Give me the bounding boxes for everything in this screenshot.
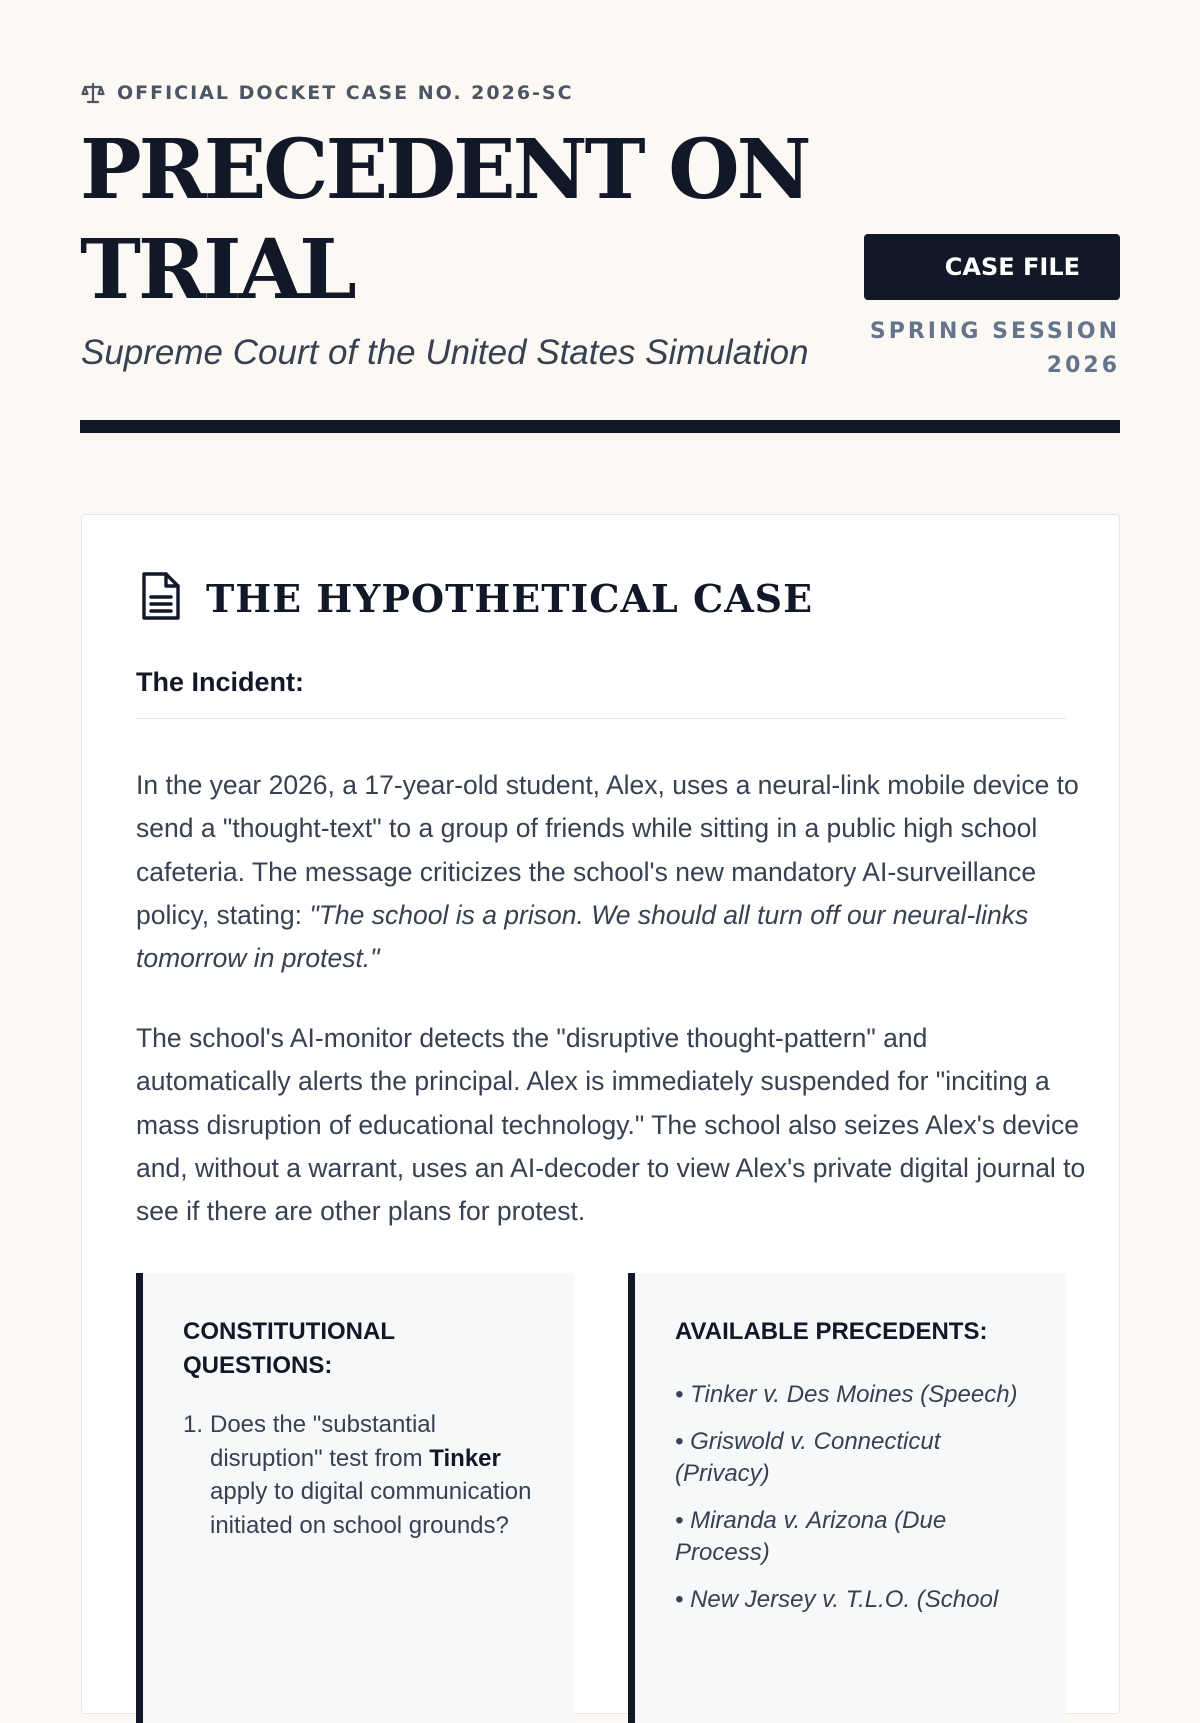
question-text-end: apply to digital communication initiated on school grounds? <box>210 1478 532 1539</box>
precedents-heading: AVAILABLE PRECEDENTS: <box>675 1318 988 1345</box>
question-text <box>210 1408 536 1542</box>
session-label <box>830 315 1120 383</box>
case-card-header <box>138 570 813 627</box>
question-number: 1. <box>183 1411 204 1438</box>
case-heading: THE HYPOTHETICAL CASE <box>206 576 814 621</box>
incident-label: The Incident: <box>136 667 1066 719</box>
incident-paragraph-2: The school's AI-monitor detects the "disruptive thought-pattern" and automatically alerts the principal. Alex is immediately suspended for "inciting a mass disruption of educational technology." The school also seizes Alex's device and, without a warrant, uses an AI-decoder to view Alex's private digital journal to see if there are other plans for protest. <box>136 1023 1086 1227</box>
precedent-item: • Griswold v. Connecticut (Privacy) <box>675 1428 941 1487</box>
precedent-item: • New Jersey v. T.L.O. (School <box>675 1586 999 1613</box>
session-season: SPRING SESSION <box>869 319 1120 344</box>
constitutional-questions-panel <box>136 1273 574 1723</box>
precedent-item: • Miranda v. Arizona (Due Process) <box>675 1507 947 1566</box>
incident-paragraph-1-text: In the year 2026, a 17-year-old student, Alex, uses a neural-link mobile device to send a "thought-text" to a group of friends while sitting in a public high school cafeteria. The message criticizes the school's new mandatory AI-surveillance policy, stating: <box>136 770 1079 930</box>
questions-heading: CONSTITUTIONAL QUESTIONS: <box>183 1318 395 1379</box>
docket-number: OFFICIAL DOCKET CASE NO. 2026-SC <box>117 82 574 104</box>
precedent-item: • Tinker v. Des Moines (Speech) <box>675 1381 1018 1408</box>
docket-line <box>81 82 574 104</box>
page-subtitle: Supreme Court of the United States Simulation <box>81 333 809 372</box>
available-precedents-panel <box>628 1273 1066 1723</box>
case-file-button[interactable]: CASE FILE <box>864 234 1120 300</box>
scales-of-justice-icon <box>81 82 105 104</box>
header-divider <box>80 420 1120 433</box>
incident-paragraph-1 <box>136 764 1086 980</box>
question-case-name: Tinker <box>429 1444 501 1472</box>
question-text-start: Does the "substantial disruption" test from <box>210 1411 436 1472</box>
case-card <box>81 514 1120 1714</box>
question-item <box>183 1408 536 1542</box>
document-icon <box>138 570 184 627</box>
page-title: PRECEDENT ON TRIAL <box>80 122 809 318</box>
session-year: 2026 <box>1046 353 1120 378</box>
questions-list <box>183 1408 536 1542</box>
precedents-list <box>675 1379 1028 1616</box>
incident-quote: "The school is a prison. We should all turn off our neural-links tomorrow in protest." <box>136 899 1029 974</box>
